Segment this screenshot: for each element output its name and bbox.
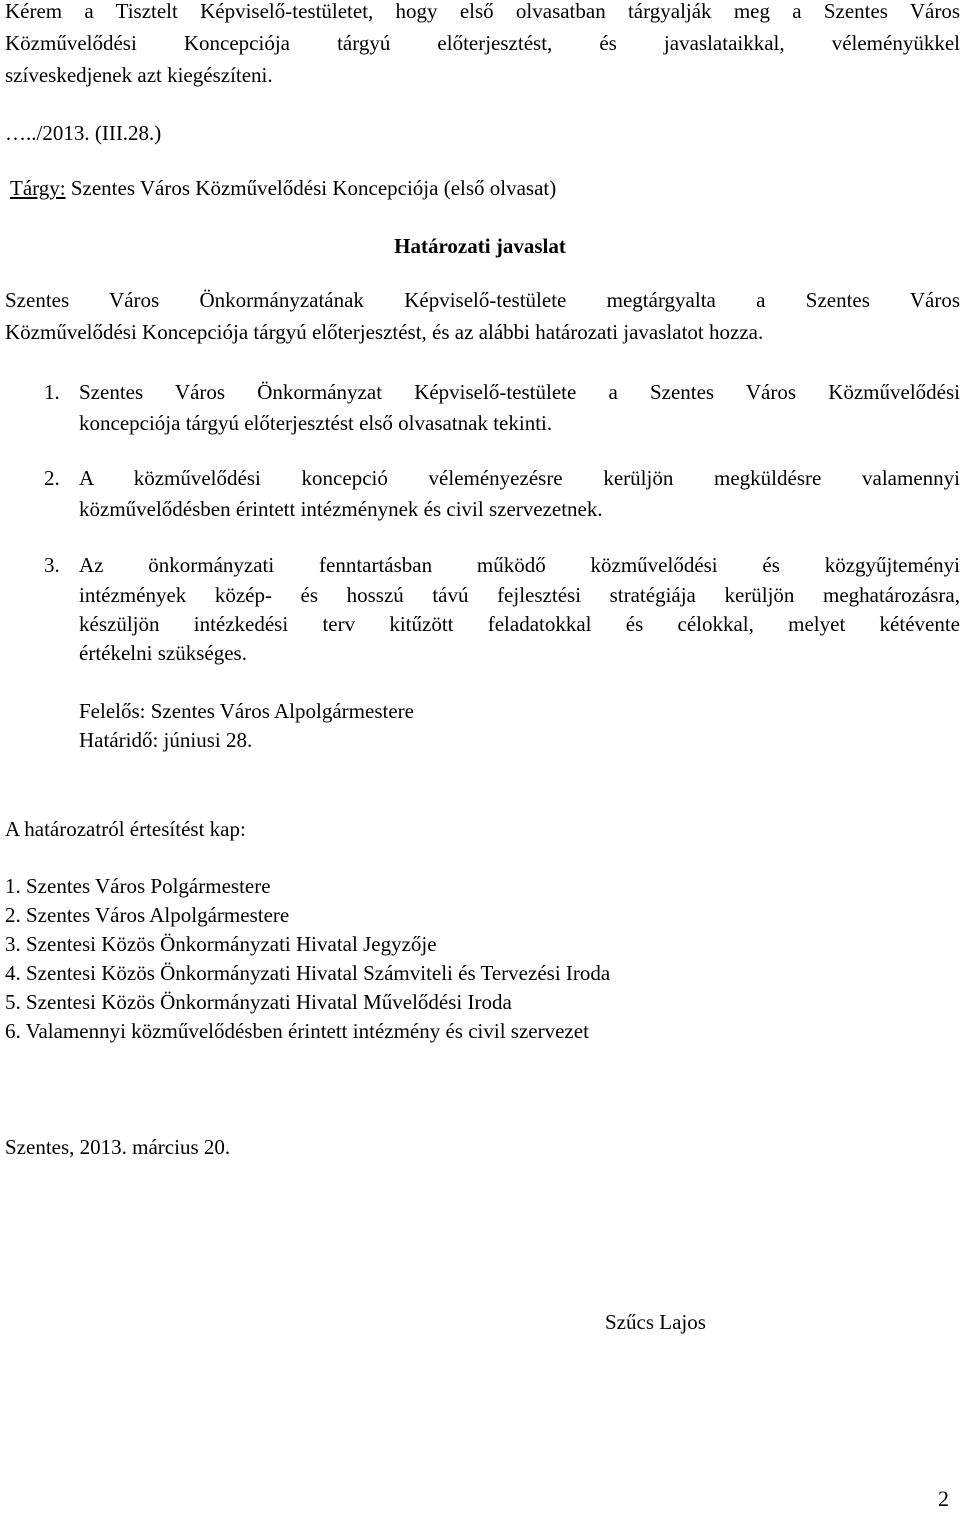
intro-line-3: szíveskedjenek azt kiegészíteni. [5,63,273,87]
item-line: közművelődésben érintett intézménynek és civil szervezetnek. [79,497,603,521]
page-number: 2 [938,1486,949,1511]
item-line: értékelni szükséges. [79,641,247,665]
signature-name: Szűcs Lajos [605,1310,706,1334]
list-item: 6. Valamennyi közművelődésben érintett intézmény és civil szervezet [5,1019,589,1043]
resolution-heading: Határozati javaslat [394,234,566,258]
item-number: 2. [44,466,60,490]
item-line: A közművelődési koncepció véleményezésre kerüljön megküldésre valamennyi [79,466,960,490]
list-item: 3. Szentesi Közös Önkormányzati Hivatal Jegyzője [5,932,437,956]
item-number: 1. [44,380,60,404]
body-line-1: Szentes Város Önkormányzatának Képviselő-testülete megtárgyalta a Szentes Város [5,288,960,312]
intro-line-2: Közművelődési Koncepciója tárgyú előterjesztést, és javaslataikkal, véleményükkel [5,31,960,55]
place-date: Szentes, 2013. március 20. [5,1135,231,1159]
resolution-reference: …../2013. (III.28.) [5,121,162,145]
subject-text: Szentes Város Közművelődési Koncepciója (első olvasat) [65,176,557,200]
list-item: 1. Szentes Város Polgármestere [5,874,271,898]
body-line-2: Közművelődési Koncepciója tárgyú előterjesztést, és az alábbi határozati javaslatot hozza. [5,320,764,344]
intro-line-1: Kérem a Tisztelt Képviselő-testületet, hogy első olvasatban tárgyalják meg a Szentes Város [5,0,960,23]
list-item: 2. Szentes Város Alpolgármestere [5,903,290,927]
list-item: 5. Szentesi Közös Önkormányzati Hivatal Művelődési Iroda [5,990,512,1014]
item-line: Az önkormányzati fenntartásban működő közművelődési és közgyűjteményi [79,553,960,577]
item-line: intézmények közép- és hosszú távú fejlesztési stratégiája kerüljön meghatározásra, [79,583,960,607]
subject-label: Tárgy: [10,176,66,200]
item-number: 3. [44,553,60,577]
item-line: Szentes Város Önkormányzat Képviselő-testülete a Szentes Város Közművelődési [79,380,960,404]
notify-heading: A határozatról értesítést kap: [5,817,246,841]
deadline: Határidő: júniusi 28. [79,728,253,752]
subject-line [10,176,556,200]
list-item: 4. Szentesi Közös Önkormányzati Hivatal Számviteli és Tervezési Iroda [5,961,611,985]
responsible-person: Felelős: Szentes Város Alpolgármestere [79,699,414,723]
item-line: készüljön intézkedési terv kitűzött feladatokkal és célokkal, melyet kétévente [79,612,960,636]
item-line: koncepciója tárgyú előterjesztést első olvasatnak tekinti. [79,411,553,435]
